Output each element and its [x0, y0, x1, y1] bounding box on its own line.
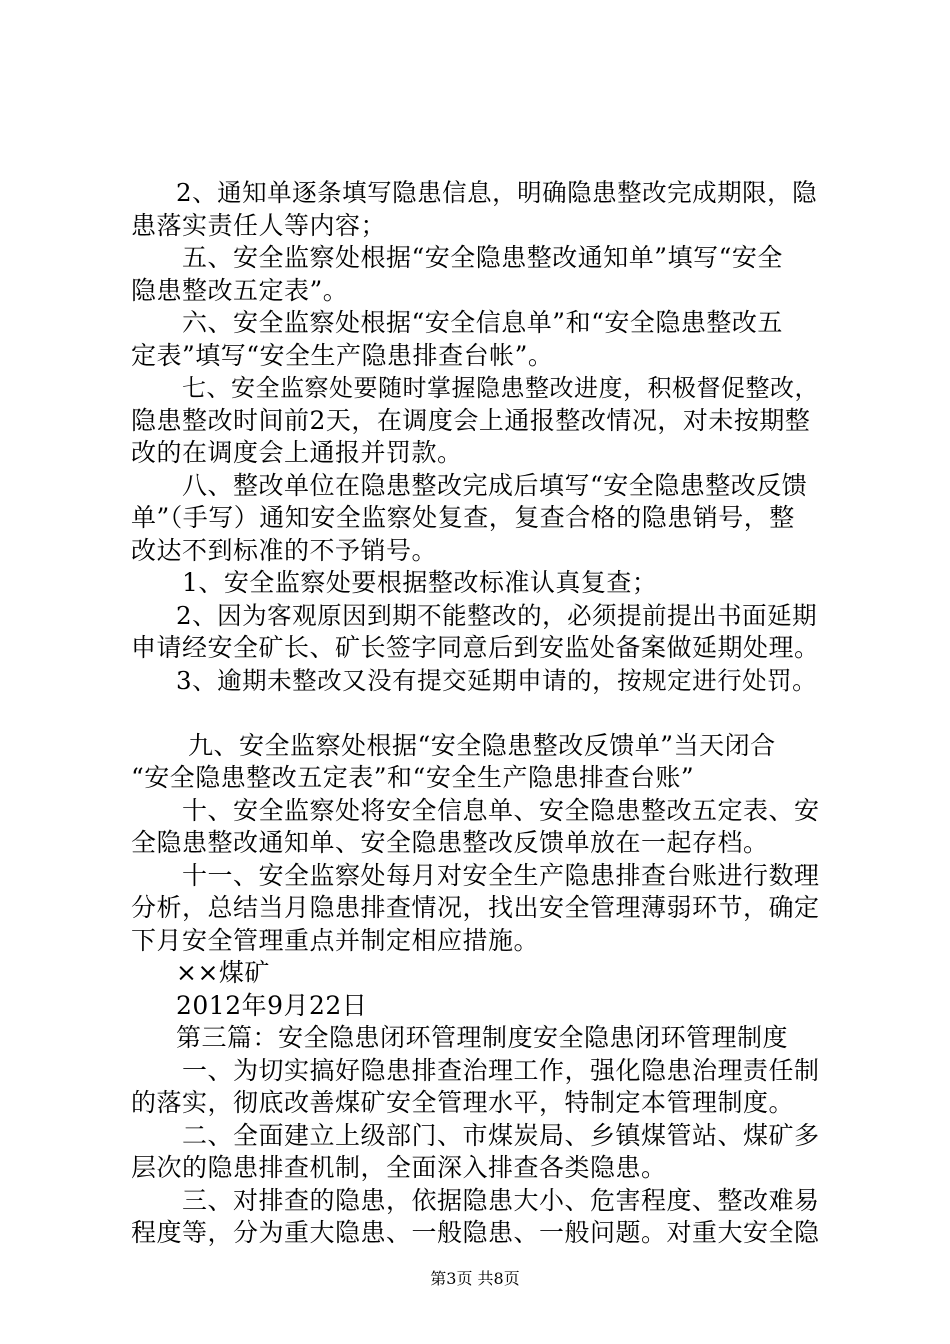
text-line: 程度等，分为重大隐患、一般隐患、一般问题。对重大安全隐	[131, 1218, 820, 1247]
signature-org: ××煤矿	[176, 958, 270, 987]
text-line: 单”（手写）通知安全监察处复查，复查合格的隐患销号，整	[131, 503, 795, 532]
text-line: 五、安全监察处根据“安全隐患整改通知单”填写“安全	[182, 243, 783, 272]
text-line: 分析，总结当月隐患排查情况，找出安全管理薄弱环节，确定	[131, 893, 820, 922]
text-line: 患落实责任人等内容；	[131, 211, 387, 240]
text-line: 2、通知单逐条填写隐患信息，明确隐患整改完成期限，隐	[176, 178, 818, 207]
text-line: 三、对排查的隐患，依据隐患大小、危害程度、整改难易	[182, 1186, 820, 1215]
text-line: 十一、安全监察处每月对安全生产隐患排查台账进行数理	[182, 861, 820, 890]
text-line: “安全隐患整改五定表”和“安全生产隐患排查台账”	[131, 763, 695, 792]
text-line: 定表”填写“安全生产隐患排查台帐”。	[131, 341, 554, 370]
text-line: 层次的隐患排查机制，全面深入排查各类隐患。	[131, 1153, 667, 1182]
text-line: 十、安全监察处将安全信息单、安全隐患整改五定表、安	[182, 796, 820, 825]
text-line: 1、安全监察处要根据整改标准认真复查；	[182, 568, 658, 597]
text-line: 九、安全监察处根据“安全隐患整改反馈单”当天闭合	[188, 731, 776, 760]
text-line: 2、因为客观原因到期不能整改的，必须提前提出书面延期	[176, 601, 818, 630]
text-line: 隐患整改时间前2天，在调度会上通报整改情况，对未按期整	[131, 406, 811, 435]
text-line: 一、为切实搞好隐患排查治理工作，强化隐患治理责任制	[182, 1056, 820, 1085]
text-line: 七、安全监察处要随时掌握隐患整改进度，积极督促整改，	[182, 374, 819, 402]
text-line: 隐患整改五定表”。	[131, 276, 349, 305]
text-line: 3、逾期未整改又没有提交延期申请的，按规定进行处罚。	[176, 666, 818, 695]
text-line: 八、整改单位在隐患整改完成后填写“安全隐患整改反馈	[182, 471, 808, 500]
text-line: 下月安全管理重点并制定相应措施。	[131, 926, 540, 955]
text-line: 二、全面建立上级部门、市煤炭局、乡镇煤管站、煤矿多	[182, 1121, 820, 1150]
text-line: 改达不到标准的不予销号。	[131, 536, 438, 565]
text-line: 改的在调度会上通报并罚款。	[131, 438, 463, 467]
page-number-footer: 第3页 共8页	[430, 1269, 520, 1288]
text-line: 申请经安全矿长、矿长签字同意后到安监处备案做延期处理。	[131, 633, 820, 662]
signature-date: 2012年9月22日	[176, 991, 368, 1020]
text-line: 全隐患整改通知单、安全隐患整改反馈单放在一起存档。	[131, 828, 769, 857]
text-line: 的落实，彻底改善煤矿安全管理水平，特制定本管理制度。	[131, 1088, 795, 1117]
text-line: 六、安全监察处根据“安全信息单”和“安全隐患整改五	[182, 308, 783, 337]
section-heading: 第三篇：安全隐患闭环管理制度安全隐患闭环管理制度	[176, 1023, 789, 1052]
